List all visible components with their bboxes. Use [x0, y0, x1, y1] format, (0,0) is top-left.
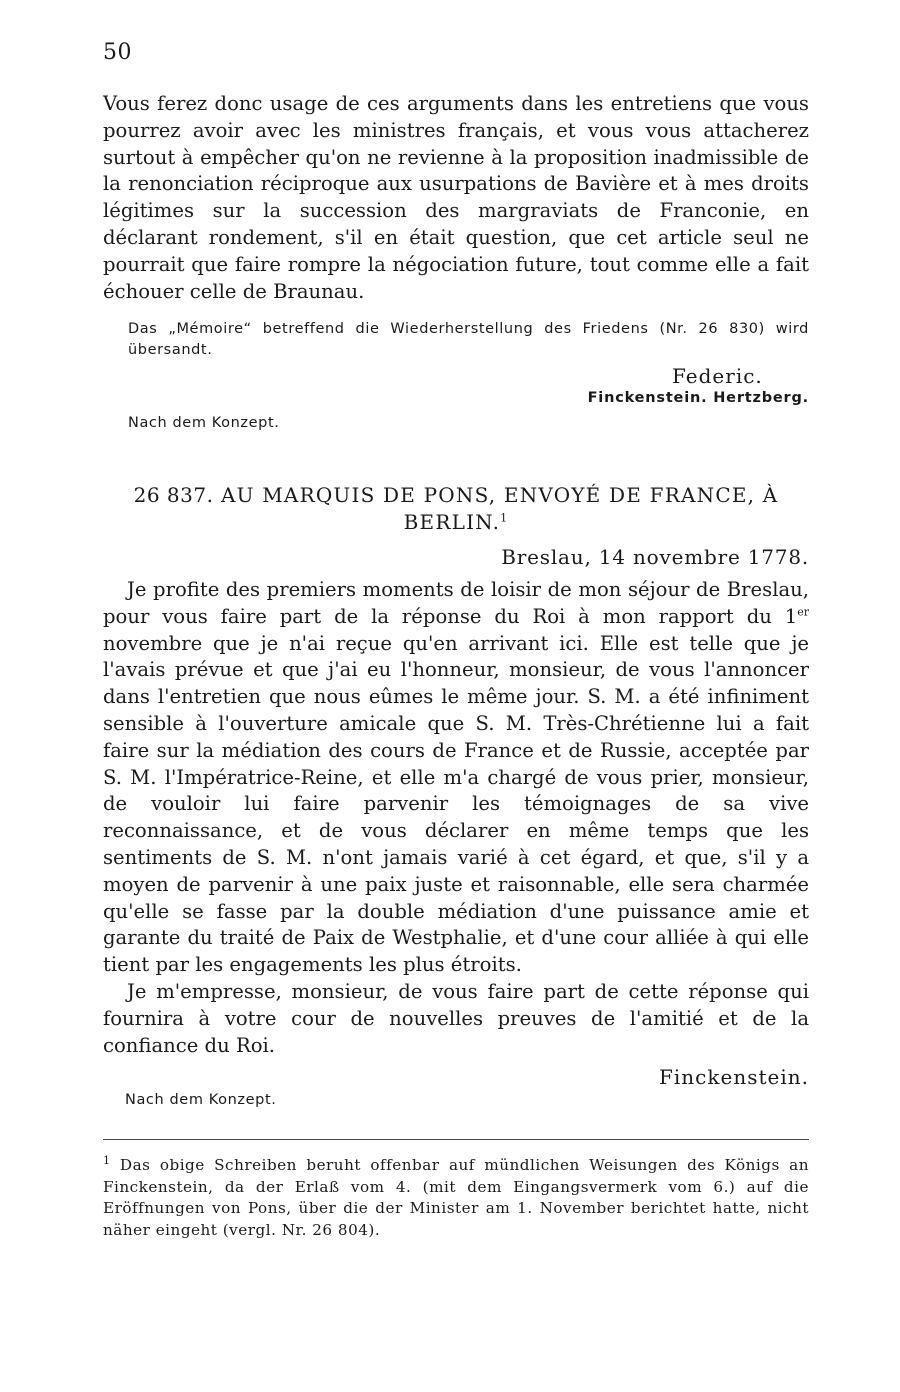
- page-number: 50: [103, 40, 132, 65]
- signature-federic: Federic.: [672, 364, 763, 388]
- letter-paragraph-1-part-a: Je profite des premiers moments de loisir de mon séjour de Breslau, pour vous faire part de la réponse du Roi à mon rapport du 1: [103, 578, 809, 628]
- footnote: [103, 1155, 809, 1241]
- letter-paragraph-1-part-b: novembre que je n'ai reçue qu'en arrivant ici. Elle est telle que je l'avais prévue et que j'ai eu l'honneur, monsieur, de vous l'annoncer dans l'entretien que nous eûmes le même jour. S. M. a été infiniment sensible à l'ouverture amicale que S. M. Très-Chrétienne lui a fait faire sur la médiation des cours de France et de Russie, acceptée par S. M. l'Impératrice-Reine, et elle m'a chargé de vous prier, monsieur, de vouloir lui faire parvenir les témoignages de sa vive reconnaissance, et de vous déclarer en même temps que les sentiments de S. M. n'ont jamais varié à cet égard, et que, s'il y a moyen de parvenir à une paix juste et raisonnable, elle sera charmée qu'elle se fasse par la double médiation d'une puissance amie et garante du traité de Paix de Westphalie, et d'une cour alliée à qui elle tient par les engagements les plus étroits.: [103, 631, 809, 977]
- ordinal-superscript: er: [797, 605, 809, 619]
- countersignatures: Finckenstein. Hertzberg.: [587, 390, 809, 406]
- letter-title: AU MARQUIS DE PONS, ENVOYÉ DE FRANCE, À BERLIN.: [221, 483, 779, 534]
- letter-paragraph-1: [103, 577, 809, 979]
- letter-heading: [103, 482, 809, 536]
- letter-paragraph-2: Je m'empresse, monsieur, de vous faire part de cette réponse qui fournira à votre cour de nouvelles preuves de l'amitié et de la confiance du Roi.: [103, 979, 809, 1057]
- footnote-mark: 1: [103, 1153, 111, 1167]
- signature-finckenstein: Finckenstein.: [659, 1065, 809, 1089]
- footnote-divider: [103, 1139, 809, 1140]
- source-note-letter: Nach dem Konzept.: [125, 1092, 277, 1108]
- footnote-reference: 1: [500, 511, 509, 525]
- dateline: Breslau, 14 novembre 1778.: [501, 545, 809, 569]
- source-note: Nach dem Konzept.: [128, 415, 280, 431]
- footnote-text: Das obige Schreiben beruht offenbar auf mündlichen Weisungen des Königs an Finckenstein, da der Erlaß vom 4. (mit dem Eingangsvermerk vom 6.) auf die Eröffnungen von Pons, über die der Minister am 1. November berichtet hatte, nicht näher eingeht (vergl. Nr. 26 804).: [103, 1156, 809, 1239]
- letter-number: 26 837.: [133, 483, 214, 507]
- top-paragraph: Vous ferez donc usage de ces arguments dans les entretiens que vous pourrez avoir avec les ministres français, et vous vous attacherez surtout à empêcher qu'on ne revienne à la proposition inadmissible de la renonciation réciproque aux usurpations de Bavière et à mes droits légitimes sur la succession des margraviats de Franconie, en déclarant rondement, s'il en était question, que cet article seul ne pourrait que faire rompre la négociation future, tout comme elle a fait échouer celle de Braunau.: [103, 92, 809, 303]
- letter-body: [103, 577, 809, 1059]
- memoire-note: Das „Mémoire“ betreffend die Wiederherstellung des Friedens (Nr. 26 830) wird übersandt.: [128, 321, 809, 358]
- top-paragraph-block: [103, 91, 809, 305]
